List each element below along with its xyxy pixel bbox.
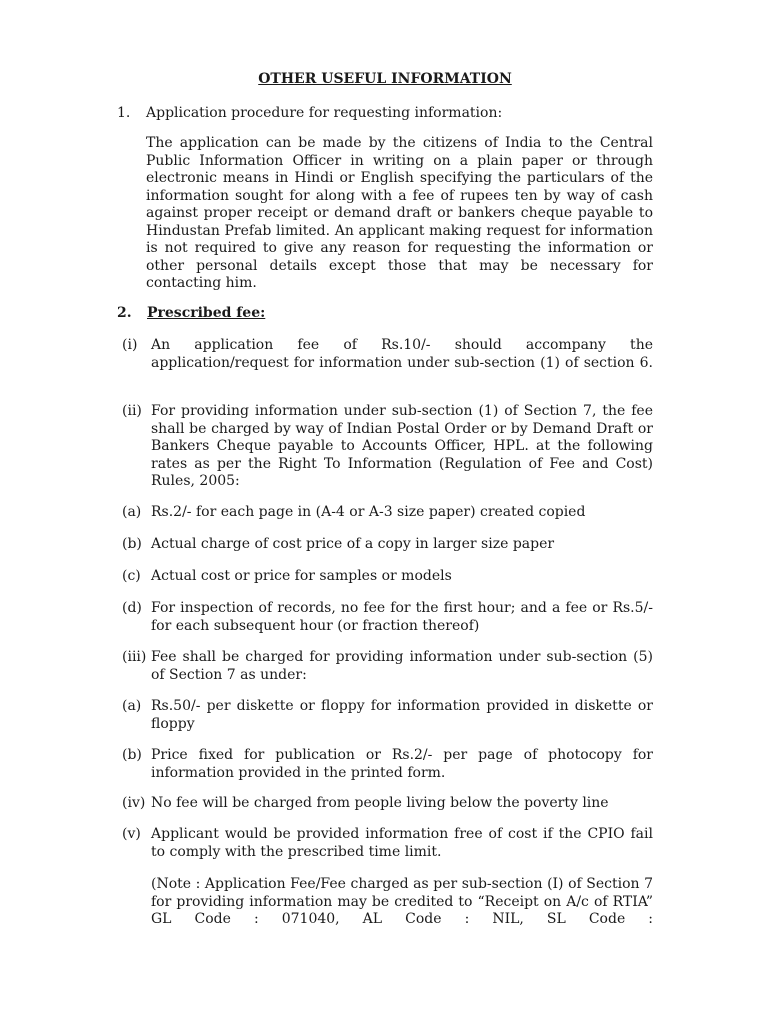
section-2-number: 2. <box>117 305 132 321</box>
list-item-marker: (d) <box>122 600 142 616</box>
note-paragraph: (Note : Application Fee/Fee charged as per sub-section (I) of Section 7 for providing information may be credited to “Receipt on A/c of RTIA” GL Code : 071040, AL Code : NIL, SL Code : <box>151 876 653 927</box>
list-item-text: Applicant would be provided information free of cost if the CPIO fail to comply with the prescribed time limit. <box>151 826 653 860</box>
page-title: OTHER USEFUL INFORMATION <box>258 71 512 87</box>
list-item-text: Actual charge of cost price of a copy in larger size paper <box>151 536 555 552</box>
list-item-marker: (iv) <box>122 795 146 811</box>
list-item-marker: (c) <box>122 568 141 584</box>
list-item-text: No fee will be charged from people living below the poverty line <box>151 795 609 811</box>
list-item-marker: (i) <box>122 337 138 353</box>
list-item-text: For inspection of records, no fee for the first hour; and a fee or Rs.5/- for each subsequent hour (or fraction thereof) <box>151 600 653 634</box>
list-item-text: Rs.50/- per diskette or floppy for information provided in diskette or floppy <box>151 698 653 732</box>
list-item-marker: (a) <box>122 698 142 714</box>
section-1-heading: Application procedure for requesting information: <box>146 105 503 121</box>
section-2-heading: Prescribed fee: <box>147 305 266 321</box>
list-item-marker: (iii) <box>122 649 147 665</box>
list-item-text: Rs.2/- for each page in (A-4 or A-3 size paper) created copied <box>151 504 586 520</box>
section-1-number: 1. <box>117 105 131 121</box>
list-item-marker: (b) <box>122 747 142 763</box>
list-item-marker: (b) <box>122 536 142 552</box>
list-item-marker: (ii) <box>122 403 142 419</box>
section-1-paragraph: The application can be made by the citizens of India to the Central Public Information Officer in writing on a plain paper or through electronic means in Hindi or English specifying the particulars of the information sought for along with a fee of rupees ten by way of cash against proper receipt or demand draft or bankers cheque payable to Hindustan Prefab limited. An applicant making request for information is not required to give any reason for requesting the information or other personal details except those that may be necessary for contacting him. <box>146 135 653 291</box>
list-item-text: Actual cost or price for samples or models <box>151 568 452 584</box>
list-item-marker: (a) <box>122 504 142 520</box>
list-item-text: Price fixed for publication or Rs.2/- per page of photocopy for information provided in the printed form. <box>151 747 653 781</box>
list-item-text: Fee shall be charged for providing information under sub-section (5) of Section 7 as under: <box>151 649 653 683</box>
list-item-text: For providing information under sub-section (1) of Section 7, the fee shall be charged by way of Indian Postal Order or by Demand Draft or Bankers Cheque payable to Accounts Officer, HPL. at the following rates as per the Right To Information (Regulation of Fee and Cost) Rules, 2005: <box>151 403 653 489</box>
list-item-marker: (v) <box>122 826 141 842</box>
list-item-text: An application fee of Rs.10/- should accompany the application/request for information under sub-section (1) of section 6. <box>151 337 653 371</box>
